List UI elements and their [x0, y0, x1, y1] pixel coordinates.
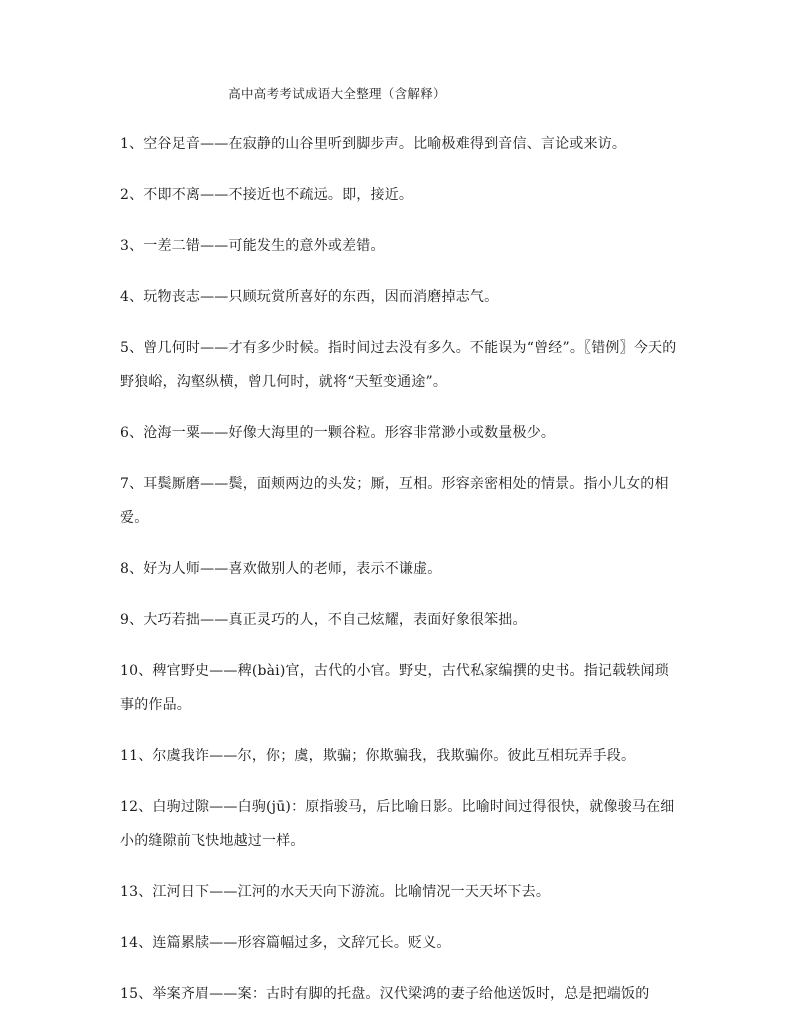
- document-title: 高中高考考试成语大全整理（含解释）: [228, 86, 446, 101]
- idiom-entry: 3、一差二错——可能发生的意外或差错。: [120, 238, 385, 254]
- idiom-entry: 14、连篇累牍——形容篇幅过多，文辞冗长。贬义。: [120, 935, 451, 951]
- idiom-entry: 11、尔虞我诈——尔，你；虞，欺骗；你欺骗我，我欺骗你。彼此互相玩弄手段。: [120, 748, 636, 764]
- idiom-list: [120, 127, 680, 1028]
- idiom-entry: 12、白驹过隙——白驹(jū)：原指骏马，后比喻日影。比喻时间过得很快，就像骏马在细小的缝隙前飞快地越过一样。: [120, 799, 675, 849]
- idiom-entry: 6、沧海一粟——好像大海里的一颗谷粒。形容非常渺小或数量极少。: [120, 425, 556, 441]
- idiom-entry: 4、玩物丧志——只顾玩赏所喜好的东西，因而消磨掉志气。: [120, 289, 499, 305]
- idiom-entry: 15、举案齐眉——案：古时有脚的托盘。汉代梁鸿的妻子给他送饭时，总是把端饭的: [120, 986, 650, 1002]
- idiom-entry: 2、不即不离——不接近也不疏远。即，接近。: [120, 187, 414, 203]
- idiom-entry: 9、大巧若拙——真正灵巧的人，不自己炫耀，表面好象很笨拙。: [120, 612, 527, 628]
- idiom-entry: 8、好为人师——喜欢做别人的老师，表示不谦虚。: [120, 561, 442, 577]
- idiom-entry: 1、空谷足音——在寂静的山谷里听到脚步声。比喻极难得到音信、言论或来访。: [120, 136, 627, 152]
- idiom-entry: 7、耳鬓厮磨——鬓，面颊两边的头发；厮，互相。形容亲密相处的情景。指小儿女的相爱。: [120, 476, 669, 526]
- idiom-entry: 13、江河日下——江河的水天天向下游流。比喻情况一天天坏下去。: [120, 884, 551, 900]
- idiom-entry: 10、稗官野史——稗(bài)官，古代的小官。野史，古代私家编撰的史书。指记载轶闻琐事的作品。: [120, 663, 669, 713]
- idiom-entry: 5、曾几何时——才有多少时候。指时间过去没有多久。不能误为“曾经”。〖错例〗今天的野狼峪，沟壑纵横，曾几何时，就将“天堑变通途”。: [120, 340, 677, 390]
